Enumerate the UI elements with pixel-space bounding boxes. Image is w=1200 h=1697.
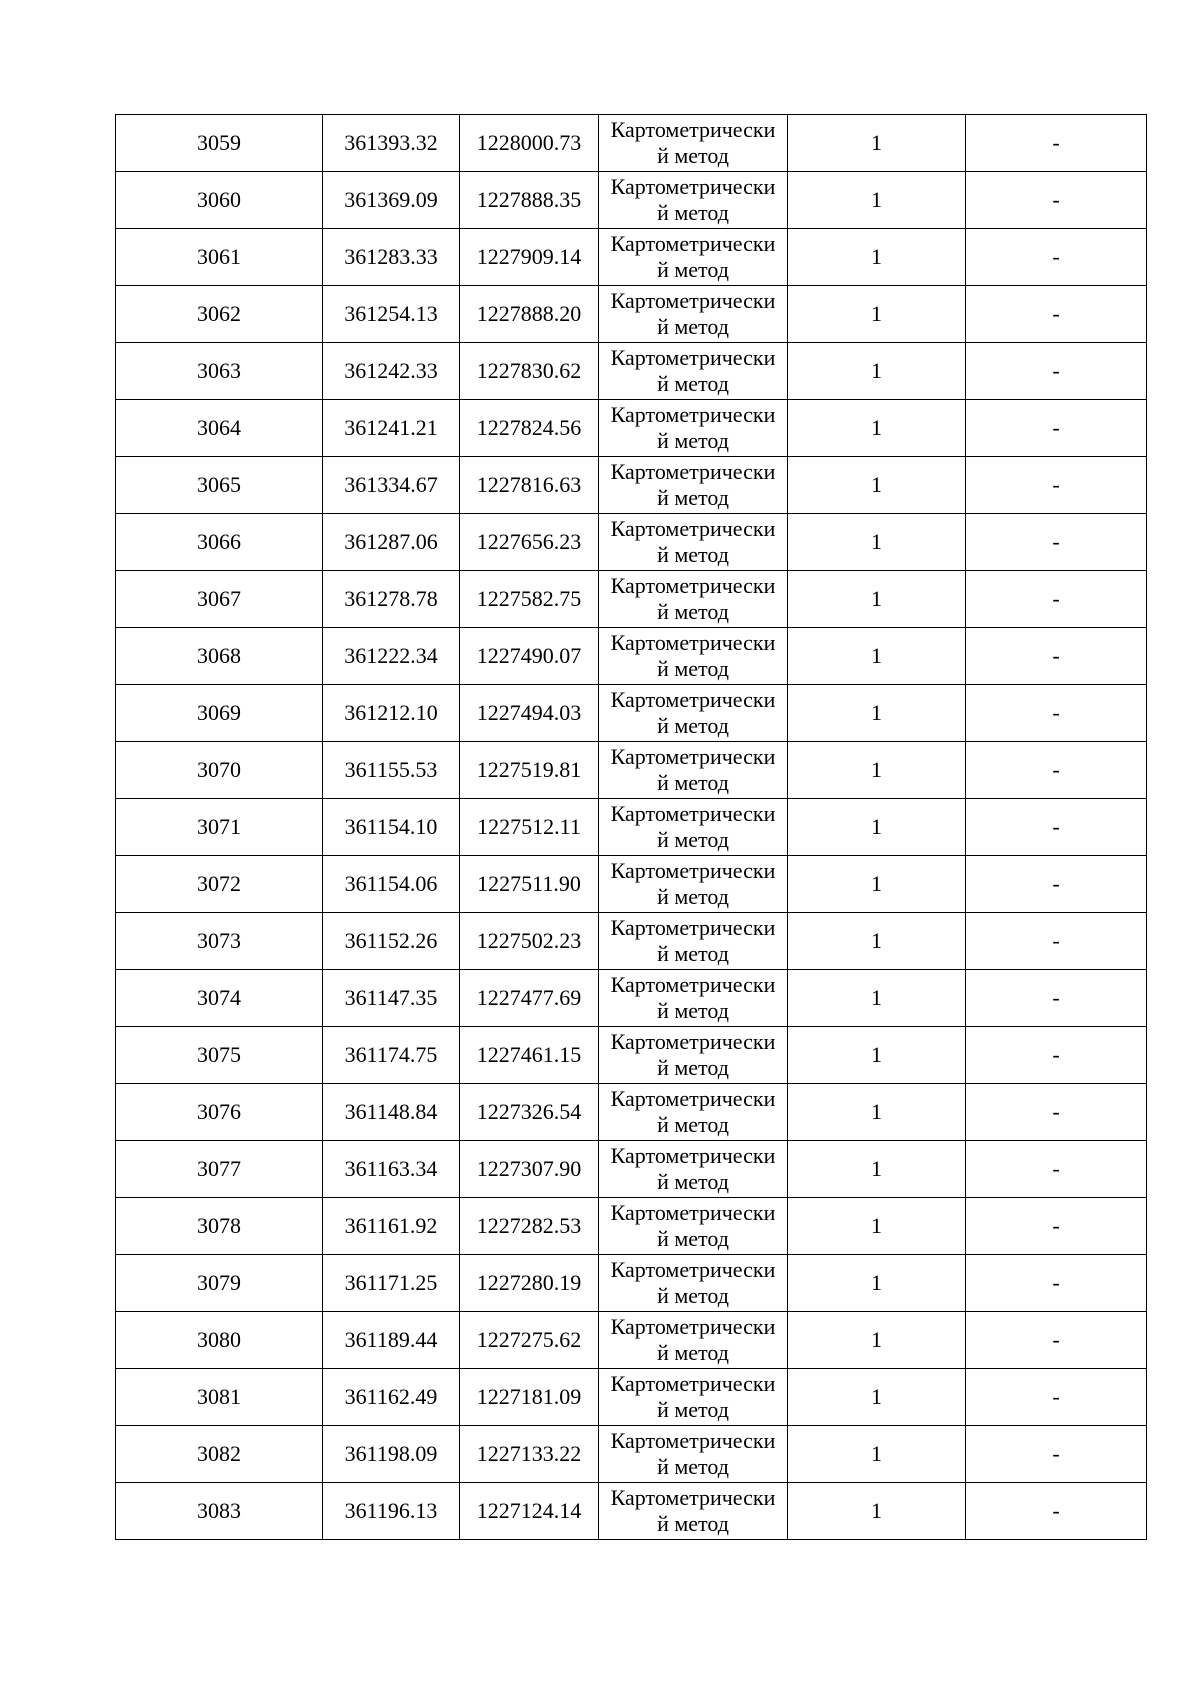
y-coordinate-cell: 1227888.20 <box>460 286 599 343</box>
y-coordinate-cell: 1227909.14 <box>460 229 599 286</box>
y-coordinate-cell: 1227477.69 <box>460 970 599 1027</box>
table-row <box>116 343 1147 400</box>
accuracy-cell: 1 <box>788 856 966 913</box>
method-text-line-2: й метод <box>657 827 729 852</box>
method-text-line-2: й метод <box>657 1283 729 1308</box>
x-coordinate-cell: 361148.84 <box>323 1084 460 1141</box>
method-text-line-1: Картометрически <box>610 345 776 370</box>
method-text-line-1: Картометрически <box>610 573 776 598</box>
table-row <box>116 856 1147 913</box>
method-text-line-2: й метод <box>657 1169 729 1194</box>
coordinates-table <box>115 114 1147 1540</box>
x-coordinate-cell: 361152.26 <box>323 913 460 970</box>
note-cell: - <box>966 799 1147 856</box>
x-coordinate-cell: 361334.67 <box>323 457 460 514</box>
method-cell <box>599 229 788 286</box>
point-number-cell: 3070 <box>116 742 323 799</box>
x-coordinate-cell: 361147.35 <box>323 970 460 1027</box>
note-cell: - <box>966 514 1147 571</box>
y-coordinate-cell: 1227282.53 <box>460 1198 599 1255</box>
table-row <box>116 229 1147 286</box>
y-coordinate-cell: 1227181.09 <box>460 1369 599 1426</box>
method-cell <box>599 856 788 913</box>
point-number-cell: 3077 <box>116 1141 323 1198</box>
method-cell <box>599 514 788 571</box>
x-coordinate-cell: 361283.33 <box>323 229 460 286</box>
table-body <box>116 115 1147 1540</box>
accuracy-cell: 1 <box>788 742 966 799</box>
accuracy-cell: 1 <box>788 1084 966 1141</box>
table-row <box>116 1483 1147 1540</box>
accuracy-cell: 1 <box>788 457 966 514</box>
method-text-line-1: Картометрически <box>610 1143 776 1168</box>
accuracy-cell: 1 <box>788 229 966 286</box>
y-coordinate-cell: 1227307.90 <box>460 1141 599 1198</box>
note-cell: - <box>966 571 1147 628</box>
method-text-line-1: Картометрически <box>610 459 776 484</box>
note-cell: - <box>966 343 1147 400</box>
x-coordinate-cell: 361278.78 <box>323 571 460 628</box>
point-number-cell: 3074 <box>116 970 323 1027</box>
method-cell <box>599 1312 788 1369</box>
accuracy-cell: 1 <box>788 685 966 742</box>
method-text-line-2: й метод <box>657 200 729 225</box>
note-cell: - <box>966 229 1147 286</box>
table-row <box>116 742 1147 799</box>
method-text-line-1: Картометрически <box>610 1029 776 1054</box>
point-number-cell: 3075 <box>116 1027 323 1084</box>
y-coordinate-cell: 1227124.14 <box>460 1483 599 1540</box>
y-coordinate-cell: 1227494.03 <box>460 685 599 742</box>
point-number-cell: 3064 <box>116 400 323 457</box>
note-cell: - <box>966 913 1147 970</box>
accuracy-cell: 1 <box>788 1027 966 1084</box>
method-cell <box>599 172 788 229</box>
method-text-line-2: й метод <box>657 143 729 168</box>
method-text-line-2: й метод <box>657 1055 729 1080</box>
method-text-line-2: й метод <box>657 599 729 624</box>
y-coordinate-cell: 1227133.22 <box>460 1426 599 1483</box>
table-row <box>116 1141 1147 1198</box>
note-cell: - <box>966 1084 1147 1141</box>
method-cell <box>599 1483 788 1540</box>
point-number-cell: 3082 <box>116 1426 323 1483</box>
table-row <box>116 1426 1147 1483</box>
table-row <box>116 115 1147 172</box>
method-text-line-1: Картометрически <box>610 1485 776 1510</box>
table-row <box>116 286 1147 343</box>
y-coordinate-cell: 1227326.54 <box>460 1084 599 1141</box>
table-row <box>116 1084 1147 1141</box>
note-cell: - <box>966 628 1147 685</box>
x-coordinate-cell: 361254.13 <box>323 286 460 343</box>
table-row <box>116 172 1147 229</box>
accuracy-cell: 1 <box>788 1141 966 1198</box>
method-text-line-1: Картометрически <box>610 402 776 427</box>
note-cell: - <box>966 286 1147 343</box>
method-text-line-1: Картометрически <box>610 1257 776 1282</box>
accuracy-cell: 1 <box>788 514 966 571</box>
point-number-cell: 3065 <box>116 457 323 514</box>
method-text-line-1: Картометрически <box>610 1314 776 1339</box>
point-number-cell: 3073 <box>116 913 323 970</box>
y-coordinate-cell: 1227512.11 <box>460 799 599 856</box>
method-text-line-1: Картометрически <box>610 630 776 655</box>
point-number-cell: 3072 <box>116 856 323 913</box>
method-cell <box>599 571 788 628</box>
method-cell <box>599 742 788 799</box>
method-text-line-2: й метод <box>657 998 729 1023</box>
note-cell: - <box>966 742 1147 799</box>
point-number-cell: 3063 <box>116 343 323 400</box>
table-row <box>116 514 1147 571</box>
accuracy-cell: 1 <box>788 343 966 400</box>
point-number-cell: 3059 <box>116 115 323 172</box>
method-text-line-1: Картометрически <box>610 687 776 712</box>
table-row <box>116 571 1147 628</box>
method-text-line-2: й метод <box>657 257 729 282</box>
table-row <box>116 799 1147 856</box>
y-coordinate-cell: 1227511.90 <box>460 856 599 913</box>
note-cell: - <box>966 1312 1147 1369</box>
method-cell <box>599 400 788 457</box>
note-cell: - <box>966 1369 1147 1426</box>
y-coordinate-cell: 1227275.62 <box>460 1312 599 1369</box>
method-cell <box>599 1255 788 1312</box>
point-number-cell: 3078 <box>116 1198 323 1255</box>
method-text-line-1: Картометрически <box>610 231 776 256</box>
method-text-line-2: й метод <box>657 1226 729 1251</box>
accuracy-cell: 1 <box>788 1483 966 1540</box>
accuracy-cell: 1 <box>788 1198 966 1255</box>
method-cell <box>599 286 788 343</box>
method-text-line-2: й метод <box>657 941 729 966</box>
point-number-cell: 3062 <box>116 286 323 343</box>
note-cell: - <box>966 970 1147 1027</box>
table-row <box>116 628 1147 685</box>
table-row <box>116 970 1147 1027</box>
method-text-line-2: й метод <box>657 1112 729 1137</box>
table-row <box>116 1255 1147 1312</box>
x-coordinate-cell: 361198.09 <box>323 1426 460 1483</box>
accuracy-cell: 1 <box>788 970 966 1027</box>
accuracy-cell: 1 <box>788 799 966 856</box>
method-text-line-1: Картометрически <box>610 801 776 826</box>
method-text-line-2: й метод <box>657 485 729 510</box>
method-text-line-2: й метод <box>657 656 729 681</box>
point-number-cell: 3066 <box>116 514 323 571</box>
method-cell <box>599 457 788 514</box>
y-coordinate-cell: 1227582.75 <box>460 571 599 628</box>
accuracy-cell: 1 <box>788 115 966 172</box>
method-text-line-2: й метод <box>657 542 729 567</box>
point-number-cell: 3060 <box>116 172 323 229</box>
accuracy-cell: 1 <box>788 571 966 628</box>
x-coordinate-cell: 361196.13 <box>323 1483 460 1540</box>
method-text-line-2: й метод <box>657 884 729 909</box>
x-coordinate-cell: 361189.44 <box>323 1312 460 1369</box>
method-cell <box>599 1369 788 1426</box>
accuracy-cell: 1 <box>788 913 966 970</box>
x-coordinate-cell: 361163.34 <box>323 1141 460 1198</box>
method-cell <box>599 628 788 685</box>
table-row <box>116 913 1147 970</box>
method-cell <box>599 1426 788 1483</box>
note-cell: - <box>966 1027 1147 1084</box>
x-coordinate-cell: 361287.06 <box>323 514 460 571</box>
accuracy-cell: 1 <box>788 400 966 457</box>
method-text-line-2: й метод <box>657 371 729 396</box>
note-cell: - <box>966 856 1147 913</box>
note-cell: - <box>966 457 1147 514</box>
method-cell <box>599 913 788 970</box>
method-cell <box>599 115 788 172</box>
x-coordinate-cell: 361212.10 <box>323 685 460 742</box>
method-text-line-1: Картометрически <box>610 915 776 940</box>
method-cell <box>599 970 788 1027</box>
x-coordinate-cell: 361369.09 <box>323 172 460 229</box>
x-coordinate-cell: 361155.53 <box>323 742 460 799</box>
method-cell <box>599 1084 788 1141</box>
method-cell <box>599 1198 788 1255</box>
method-cell <box>599 685 788 742</box>
method-text-line-1: Картометрически <box>610 516 776 541</box>
table-row <box>116 685 1147 742</box>
x-coordinate-cell: 361241.21 <box>323 400 460 457</box>
table-row <box>116 457 1147 514</box>
x-coordinate-cell: 361154.06 <box>323 856 460 913</box>
method-text-line-2: й метод <box>657 428 729 453</box>
note-cell: - <box>966 1483 1147 1540</box>
method-cell <box>599 799 788 856</box>
note-cell: - <box>966 1198 1147 1255</box>
x-coordinate-cell: 361174.75 <box>323 1027 460 1084</box>
note-cell: - <box>966 1255 1147 1312</box>
note-cell: - <box>966 1141 1147 1198</box>
y-coordinate-cell: 1227656.23 <box>460 514 599 571</box>
table-row <box>116 1027 1147 1084</box>
x-coordinate-cell: 361393.32 <box>323 115 460 172</box>
y-coordinate-cell: 1227816.63 <box>460 457 599 514</box>
y-coordinate-cell: 1227830.62 <box>460 343 599 400</box>
method-text-line-2: й метод <box>657 314 729 339</box>
y-coordinate-cell: 1227280.19 <box>460 1255 599 1312</box>
table-row <box>116 400 1147 457</box>
point-number-cell: 3069 <box>116 685 323 742</box>
accuracy-cell: 1 <box>788 1369 966 1426</box>
method-text-line-1: Картометрически <box>610 744 776 769</box>
point-number-cell: 3061 <box>116 229 323 286</box>
method-text-line-2: й метод <box>657 713 729 738</box>
point-number-cell: 3083 <box>116 1483 323 1540</box>
accuracy-cell: 1 <box>788 1255 966 1312</box>
y-coordinate-cell: 1227888.35 <box>460 172 599 229</box>
method-text-line-2: й метод <box>657 1340 729 1365</box>
method-cell <box>599 1027 788 1084</box>
x-coordinate-cell: 361222.34 <box>323 628 460 685</box>
method-text-line-1: Картометрически <box>610 174 776 199</box>
method-text-line-1: Картометрически <box>610 972 776 997</box>
y-coordinate-cell: 1227490.07 <box>460 628 599 685</box>
method-text-line-2: й метод <box>657 1511 729 1536</box>
x-coordinate-cell: 361154.10 <box>323 799 460 856</box>
method-text-line-1: Картометрически <box>610 1371 776 1396</box>
method-cell <box>599 343 788 400</box>
note-cell: - <box>966 685 1147 742</box>
y-coordinate-cell: 1227824.56 <box>460 400 599 457</box>
method-cell <box>599 1141 788 1198</box>
note-cell: - <box>966 172 1147 229</box>
method-text-line-1: Картометрически <box>610 117 776 142</box>
accuracy-cell: 1 <box>788 286 966 343</box>
x-coordinate-cell: 361162.49 <box>323 1369 460 1426</box>
y-coordinate-cell: 1228000.73 <box>460 115 599 172</box>
note-cell: - <box>966 115 1147 172</box>
note-cell: - <box>966 1426 1147 1483</box>
point-number-cell: 3080 <box>116 1312 323 1369</box>
point-number-cell: 3081 <box>116 1369 323 1426</box>
y-coordinate-cell: 1227461.15 <box>460 1027 599 1084</box>
method-text-line-1: Картометрически <box>610 1086 776 1111</box>
note-cell: - <box>966 400 1147 457</box>
table-row <box>116 1369 1147 1426</box>
point-number-cell: 3071 <box>116 799 323 856</box>
accuracy-cell: 1 <box>788 172 966 229</box>
x-coordinate-cell: 361171.25 <box>323 1255 460 1312</box>
method-text-line-1: Картометрически <box>610 1428 776 1453</box>
table-row <box>116 1198 1147 1255</box>
method-text-line-1: Картометрически <box>610 858 776 883</box>
x-coordinate-cell: 361161.92 <box>323 1198 460 1255</box>
point-number-cell: 3079 <box>116 1255 323 1312</box>
table-row <box>116 1312 1147 1369</box>
method-text-line-2: й метод <box>657 1397 729 1422</box>
point-number-cell: 3068 <box>116 628 323 685</box>
method-text-line-2: й метод <box>657 770 729 795</box>
method-text-line-1: Картометрически <box>610 1200 776 1225</box>
point-number-cell: 3076 <box>116 1084 323 1141</box>
y-coordinate-cell: 1227519.81 <box>460 742 599 799</box>
accuracy-cell: 1 <box>788 1426 966 1483</box>
method-text-line-2: й метод <box>657 1454 729 1479</box>
y-coordinate-cell: 1227502.23 <box>460 913 599 970</box>
x-coordinate-cell: 361242.33 <box>323 343 460 400</box>
method-text-line-1: Картометрически <box>610 288 776 313</box>
accuracy-cell: 1 <box>788 1312 966 1369</box>
accuracy-cell: 1 <box>788 628 966 685</box>
point-number-cell: 3067 <box>116 571 323 628</box>
